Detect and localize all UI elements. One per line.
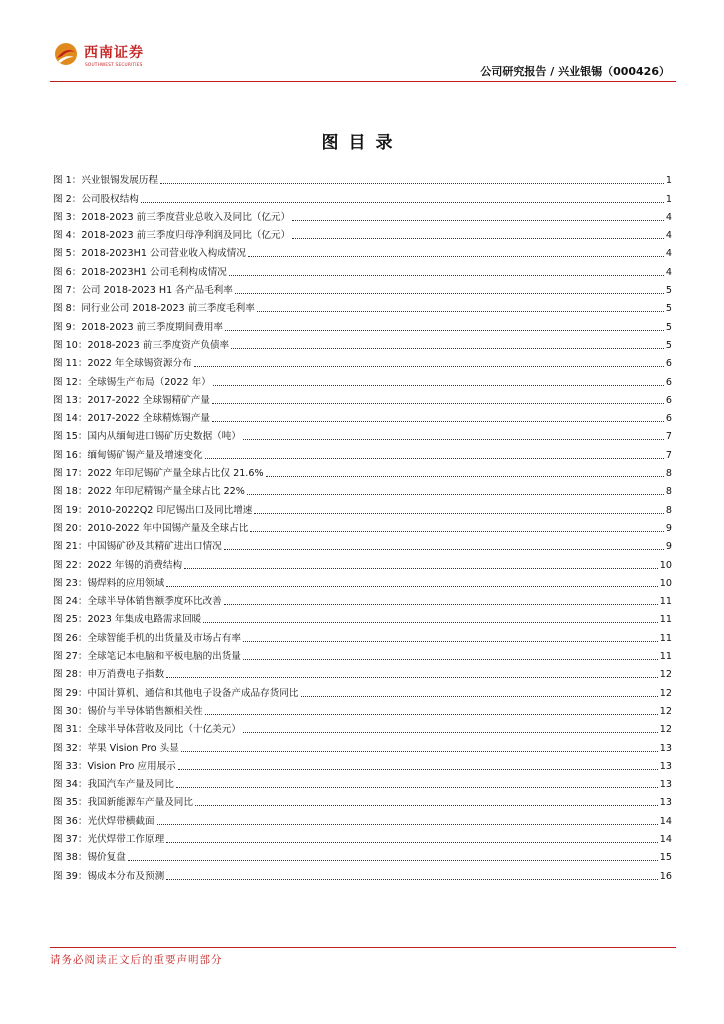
dot-leader	[166, 585, 658, 587]
toc-entry[interactable]	[53, 169, 672, 187]
toc-entry[interactable]	[53, 242, 672, 260]
footer-divider	[50, 947, 676, 948]
dot-leader	[166, 676, 658, 678]
toc-entry-label[interactable]: 图 5：2018-2023H1 公司营业收入构成情况	[53, 248, 246, 260]
dot-leader	[250, 530, 664, 532]
toc-heading: 图目录	[321, 133, 403, 153]
toc-entry-page[interactable]: 5	[665, 339, 672, 351]
toc-entry-label[interactable]: 图 15：国内从缅甸进口锡矿历史数据（吨）	[53, 431, 241, 443]
dot-leader	[166, 878, 658, 880]
toc-entry-page[interactable]: 9	[665, 541, 672, 553]
toc-entry-label[interactable]: 图 9：2018-2023 前三季度期间费用率	[53, 321, 224, 333]
toc-entry[interactable]	[53, 334, 672, 352]
toc-entry[interactable]	[53, 791, 672, 809]
toc-entry-label[interactable]: 图 29：中国计算机、通信和其他电子设备产成品存货同比	[53, 687, 299, 699]
dot-leader	[231, 347, 664, 349]
toc-entry-label[interactable]: 图 2：公司股权结构	[53, 193, 139, 205]
toc-entry-label[interactable]: 图 35：我国新能源车产量及同比	[53, 797, 193, 809]
dot-leader	[178, 768, 658, 770]
toc-entry[interactable]	[53, 315, 672, 333]
logo-chinese-name: 西南证券	[84, 45, 144, 61]
logo-english-name: SOUTHWEST SECURITIES	[85, 63, 143, 68]
toc-entry[interactable]	[53, 700, 672, 718]
toc-entry-label[interactable]: 图 27：全球笔记本电脑和平板电脑的出货量	[53, 651, 241, 663]
dot-leader	[243, 438, 664, 440]
toc-entry-page[interactable]: 9	[665, 522, 672, 534]
dot-leader	[243, 731, 658, 733]
dot-leader	[181, 750, 658, 752]
toc-entry-page[interactable]: 14	[659, 833, 672, 845]
dot-leader	[225, 329, 664, 331]
toc-entry-page[interactable]: 12	[659, 705, 672, 717]
dot-leader	[247, 493, 664, 495]
toc-entry[interactable]	[53, 425, 672, 443]
toc-entry-page[interactable]: 10	[659, 577, 672, 589]
toc-entry-label[interactable]: 图 14：2017-2022 全球精炼锡产量	[53, 413, 210, 425]
toc-entry-label[interactable]: 图 39：锡成本分布及预测	[53, 870, 165, 882]
toc-entry-label[interactable]: 图 18：2022 年印尼精锡产量全球占比 22%	[53, 486, 245, 498]
toc-entry-label[interactable]: 图 36：光伏焊带横截面	[53, 815, 155, 827]
toc-entry-label[interactable]: 图 10：2018-2023 前三季度资产负债率	[53, 339, 230, 351]
dot-leader	[205, 713, 658, 715]
toc-entry-page[interactable]: 8	[665, 504, 672, 516]
toc-entry-label[interactable]: 图 1：兴业银锡发展历程	[53, 175, 159, 187]
toc-entry-page[interactable]: 4	[665, 230, 672, 242]
page-header	[50, 36, 676, 82]
dot-leader	[243, 640, 658, 642]
toc-entry-page[interactable]: 4	[665, 248, 672, 260]
toc-entry[interactable]	[53, 590, 672, 608]
toc-entry[interactable]	[53, 626, 672, 644]
toc-entry[interactable]	[53, 517, 672, 535]
toc-entry[interactable]	[53, 187, 672, 205]
toc-entry[interactable]	[53, 498, 672, 516]
toc-entry-page[interactable]: 10	[659, 559, 672, 571]
toc-entry[interactable]	[53, 407, 672, 425]
toc-entry-page[interactable]: 4	[665, 266, 672, 278]
report-title: 公司研究报告 / 兴业银锡（000426）	[480, 65, 670, 78]
toc-entry[interactable]	[53, 297, 672, 315]
dot-leader	[224, 548, 664, 550]
toc-entry-page[interactable]: 12	[659, 724, 672, 736]
toc-entry-label[interactable]: 图 33：Vision Pro 应用展示	[53, 760, 176, 772]
toc-entry-label[interactable]: 图 12：全球锡生产布局（2022 年）	[53, 376, 211, 388]
toc-entry-label[interactable]: 图 17：2022 年印尼锡矿产量全球占比仅 21.6%	[53, 468, 264, 480]
toc-entry[interactable]	[53, 389, 672, 407]
toc-entry[interactable]	[53, 352, 672, 370]
dot-leader	[254, 512, 664, 514]
toc-entry[interactable]	[53, 718, 672, 736]
dot-leader	[213, 384, 664, 386]
toc-entry[interactable]	[53, 809, 672, 827]
dot-leader	[301, 695, 658, 697]
figure-list	[53, 169, 672, 883]
dot-leader	[292, 237, 664, 239]
toc-entry-page[interactable]: 11	[659, 632, 672, 644]
toc-entry[interactable]	[53, 260, 672, 278]
toc-entry-label[interactable]: 图 6：2018-2023H1 公司毛利构成情况	[53, 266, 227, 278]
toc-entry-label[interactable]: 图 22：2022 年锡的消费结构	[53, 559, 183, 571]
dot-leader	[212, 402, 664, 404]
toc-entry[interactable]	[53, 206, 672, 224]
dot-leader	[224, 603, 658, 605]
toc-entry[interactable]	[53, 224, 672, 242]
toc-entry-page[interactable]: 6	[665, 413, 672, 425]
dot-leader	[195, 804, 658, 806]
company-logo	[50, 36, 160, 80]
toc-entry[interactable]	[53, 736, 672, 754]
toc-entry[interactable]	[53, 370, 672, 388]
toc-entry-label[interactable]: 图 26：全球智能手机的出货量及市场占有率	[53, 632, 241, 644]
toc-entry-label[interactable]: 图 11：2022 年全球锡资源分布	[53, 358, 192, 370]
toc-entry-page[interactable]: 16	[659, 870, 672, 882]
toc-entry-page[interactable]: 13	[659, 797, 672, 809]
toc-entry[interactable]	[53, 846, 672, 864]
toc-entry-label[interactable]: 图 3：2018-2023 前三季度营业总收入及同比（亿元）	[53, 211, 291, 223]
toc-entry-page[interactable]: 8	[665, 486, 672, 498]
toc-entry-label[interactable]: 图 21：中国锡矿砂及其精矿进出口情况	[53, 541, 222, 553]
toc-entry-page[interactable]: 8	[665, 468, 672, 480]
toc-entry-label[interactable]: 图 25：2023 年集成电路需求回暖	[53, 614, 202, 626]
toc-entry[interactable]	[53, 773, 672, 791]
toc-entry-page[interactable]: 13	[659, 760, 672, 772]
toc-entry-label[interactable]: 图 34：我国汽车产量及同比	[53, 779, 174, 791]
toc-entry-page[interactable]: 14	[659, 815, 672, 827]
toc-entry-page[interactable]: 7	[665, 449, 672, 461]
toc-entry-label[interactable]: 图 38：锡价复盘	[53, 852, 126, 864]
dot-leader	[157, 823, 658, 825]
toc-entry[interactable]	[53, 279, 672, 297]
toc-entry-page[interactable]: 6	[665, 394, 672, 406]
toc-entry-label[interactable]: 图 31：全球半导体营收及同比（十亿美元）	[53, 724, 241, 736]
toc-entry-page[interactable]: 4	[665, 211, 672, 223]
disclaimer-note: 请务必阅读正文后的重要声明部分	[50, 954, 223, 966]
toc-entry-label[interactable]: 图 30：锡价与半导体销售额相关性	[53, 705, 203, 717]
toc-entry-label[interactable]: 图 8：同行业公司 2018-2023 前三季度毛利率	[53, 303, 255, 315]
toc-entry-page[interactable]: 6	[665, 358, 672, 370]
toc-entry-page[interactable]: 11	[659, 596, 672, 608]
toc-entry-page[interactable]: 1	[665, 175, 672, 187]
toc-entry-page[interactable]: 11	[659, 651, 672, 663]
toc-entry-page[interactable]: 13	[659, 779, 672, 791]
dot-leader	[229, 274, 664, 276]
dot-leader	[176, 786, 658, 788]
toc-entry[interactable]	[53, 572, 672, 590]
toc-entry[interactable]	[53, 681, 672, 699]
toc-entry-page[interactable]: 13	[659, 742, 672, 754]
dot-leader	[194, 365, 664, 367]
toc-entry-page[interactable]: 11	[659, 614, 672, 626]
toc-entry-page[interactable]: 7	[665, 431, 672, 443]
dot-leader	[203, 621, 658, 623]
dot-leader	[166, 841, 658, 843]
dot-leader	[205, 457, 664, 459]
toc-entry[interactable]	[53, 645, 672, 663]
toc-entry-page[interactable]: 5	[665, 303, 672, 315]
dot-leader	[141, 201, 664, 203]
toc-entry-page[interactable]: 12	[659, 669, 672, 681]
toc-entry-label[interactable]: 图 19：2010-2022Q2 印尼锡出口及同比增速	[53, 504, 253, 516]
toc-entry[interactable]	[53, 608, 672, 626]
toc-entry-label[interactable]: 图 4：2018-2023 前三季度归母净利润及同比（亿元）	[53, 230, 291, 242]
dot-leader	[266, 475, 664, 477]
toc-entry[interactable]	[53, 535, 672, 553]
header-divider	[50, 81, 676, 82]
dot-leader	[243, 658, 658, 660]
toc-entry-label[interactable]: 图 20：2010-2022 年中国锡产量及全球占比	[53, 522, 249, 534]
toc-entry-label[interactable]: 图 7：公司 2018-2023 H1 各产品毛利率	[53, 285, 233, 297]
toc-entry-page[interactable]: 15	[659, 852, 672, 864]
dot-leader	[184, 567, 658, 569]
toc-entry-label[interactable]: 图 37：光伏焊带工作原理	[53, 833, 165, 845]
toc-entry[interactable]	[53, 755, 672, 773]
toc-entry[interactable]	[53, 480, 672, 498]
toc-entry[interactable]	[53, 443, 672, 461]
toc-entry-label[interactable]: 图 13：2017-2022 全球锡精矿产量	[53, 394, 210, 406]
dot-leader	[128, 859, 658, 861]
dot-leader	[235, 292, 664, 294]
toc-entry-label[interactable]: 图 28：申万消费电子指数	[53, 669, 165, 681]
dot-leader	[212, 420, 664, 422]
toc-entry-label[interactable]: 图 23：锡焊料的应用领域	[53, 577, 165, 589]
toc-entry[interactable]	[53, 828, 672, 846]
dot-leader	[257, 310, 664, 312]
toc-entry[interactable]	[53, 553, 672, 571]
dot-leader	[292, 219, 664, 221]
toc-entry-label[interactable]: 图 16：缅甸锡矿锡产量及增速变化	[53, 449, 203, 461]
toc-entry-page[interactable]: 1	[665, 193, 672, 205]
toc-entry[interactable]	[53, 864, 672, 882]
toc-entry-page[interactable]: 5	[665, 321, 672, 333]
dot-leader	[160, 182, 664, 184]
toc-entry-page[interactable]: 6	[665, 376, 672, 388]
toc-entry-page[interactable]: 5	[665, 285, 672, 297]
dot-leader	[248, 255, 664, 257]
toc-entry-label[interactable]: 图 32：苹果 Vision Pro 头显	[53, 742, 179, 754]
toc-entry-label[interactable]: 图 24：全球半导体销售额季度环比改善	[53, 596, 222, 608]
logo-icon	[54, 40, 78, 68]
toc-entry[interactable]	[53, 462, 672, 480]
toc-entry-page[interactable]: 12	[659, 687, 672, 699]
toc-entry[interactable]	[53, 663, 672, 681]
